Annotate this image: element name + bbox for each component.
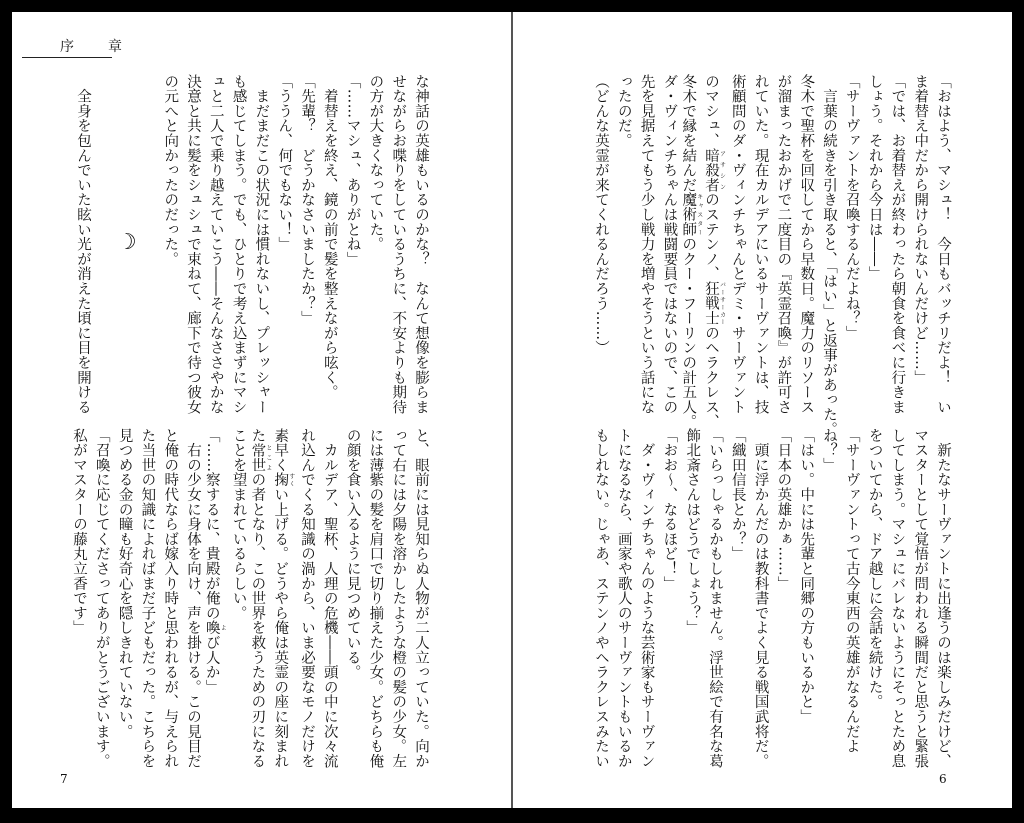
page-number-right: 6: [939, 772, 947, 786]
text-column: 素早く掬 すくい上げる。どうやら俺は英霊の座に刻まれ: [272, 428, 295, 769]
header-rule: [22, 57, 112, 58]
text-column: もしれない。じゃあ、ステンノやヘラクレスみたい: [593, 428, 609, 769]
text-column: 見つめる金の瞳も好奇心を隠しきれていない。: [116, 428, 133, 739]
ruby-text: 常世 とこよ: [249, 442, 272, 473]
text-column: ことを望まれているらしい。: [230, 428, 247, 621]
text-column: も感じてしまう。でも、ひとりで考え込まずにマシ: [230, 74, 247, 415]
text-column: 「織田信長とか？」: [729, 428, 746, 562]
left-page: [12, 12, 511, 808]
lead-text-column: 全身を包んでいた眩い光が消えた頃に目を開ける: [75, 74, 91, 415]
text-column: 私がマスターの藤丸立香です」: [71, 428, 87, 636]
text-column: 「いらっしゃるかもしれません。浮世絵で有名な葛: [707, 428, 723, 769]
text-column: カルデア、聖杯、人理の危機――頭の中に次々流: [321, 428, 338, 769]
text-column: た常世 とこよの者となり、この世界を救うための刃になる: [249, 428, 272, 769]
text-column: 「おはよう、マシュ！ 今日もバッチリだよ！ い: [935, 74, 951, 415]
text-column: ュと二人で乗り越えていこう――そんなささやかな: [207, 74, 224, 415]
text-column: のマシュ、暗殺者 アサシンのステンノ、狂戦士 バーサーカーのヘラクレス、: [703, 74, 726, 430]
text-column: 「はい。中には先輩と同郷の方もいるかと」: [798, 428, 815, 724]
right-page: [513, 12, 1012, 808]
text-column: 「日本の英雄かぁ……」: [775, 428, 792, 591]
text-column: 「召喚に応じてくださってありがとうございます。: [93, 428, 110, 769]
ruby-text: 狂戦士 バーサーカー: [703, 281, 726, 326]
text-column: 「おお～、なるほど！」: [661, 428, 678, 591]
text-column: マスターとして覚悟が問われる瞬間だと思うと緊張: [912, 428, 929, 769]
text-column: しょう。それから今日は――」: [866, 74, 883, 282]
text-column: 「では、お着替えが終わったら朝食を食べに行きま: [889, 74, 906, 415]
text-column: ダ・ヴィンチちゃんは戦闘要員ではないので、この: [661, 74, 678, 415]
text-column: 冬木で聖杯を回収してから早数日。魔力のリソース: [798, 74, 815, 415]
text-column: な神話の英雄もいるのかな？ なんて想像を膨らま: [413, 74, 429, 415]
text-column: 着替えを終え、鏡の前で髪を整えながら呟く。: [321, 74, 338, 400]
text-column: には薄紫の髪を肩口で切り揃えた少女。どちらも俺: [367, 428, 384, 769]
text-column: 決意と共に髪をシュシュで束ねて、廊下で待つ彼女: [185, 74, 201, 415]
text-column: ったのだ。: [615, 74, 632, 148]
text-column: してしまう。マシュにバレないようにそっとため息: [889, 428, 906, 769]
text-column: をついてから、ドア越しに会話を続けた。: [866, 428, 883, 710]
text-column: 新たなサーヴァントに出逢うのは楽しみだけど、: [935, 428, 951, 769]
text-column: 「……マシュ、ありがとね」: [344, 74, 361, 267]
text-column: 右の少女に身体を向け、声を掛ける。この見目だ: [185, 428, 201, 769]
text-column: ダ・ヴィンチちゃんのような芸術家もサーヴァン: [638, 428, 655, 769]
text-column: トになるなら、画家や歌人のサーヴァントもいるか: [615, 428, 632, 769]
text-column: が溜まったおかげで二度目の『英霊召喚』が許可さ: [775, 74, 792, 415]
text-column: 術顧問のダ・ヴィンチちゃんとデミ・サーヴァント: [729, 74, 746, 415]
ruby-text: 暗殺者 アサシン: [703, 148, 726, 193]
text-column: の元へと向かったのだった。: [162, 74, 179, 267]
text-column: 頭に浮かんだのは教科書でよく見る戦国武将だ。: [752, 428, 769, 769]
crescent-moon-icon: ☽: [117, 230, 137, 255]
text-column: 飾北斎さんはどうでしょう？」: [684, 428, 701, 636]
text-column: 先を見据えてもう少し戦力を増やそうという話にな: [638, 74, 655, 415]
text-column: 「ううん、何でもない！」: [276, 74, 293, 252]
text-column: ね？」: [821, 428, 837, 473]
text-column: 「サーヴァントって古今東西の英雄がなるんだよ: [843, 428, 860, 754]
text-column: と俺の時代ならば嫁入り時と思われるが、与えられ: [162, 428, 179, 769]
ruby-text: 掬 すく: [272, 472, 295, 488]
chapter-header: 序 章: [60, 39, 132, 55]
text-column: まだまだこの状況には慣れないし、プレッシャー: [253, 74, 270, 415]
page-number-left: 7: [60, 772, 68, 786]
text-column: 「……察するに、貴殿が俺の喚 よび人か」: [203, 428, 227, 695]
text-column: の方が大きくなっていた。: [367, 74, 384, 252]
text-column: せながらお喋りをしているうちに、不安よりも期待: [390, 74, 407, 415]
text-column: れ込んでくる知識の渦から、いま必要なモノだけを: [299, 428, 315, 769]
text-column: の顔を食い入るように見つめている。: [344, 428, 361, 680]
text-column: って右には夕陽を溶かしたような橙の髪の少女。左: [390, 428, 407, 769]
text-column: 言葉の続きを引き取ると、「はい」と返事があった。: [821, 74, 837, 437]
text-column: た当世の知識によればまだ子どもだった。こちらを: [139, 428, 156, 769]
text-column: れていた。現在カルデアにいるサーヴァントは、技: [752, 74, 769, 415]
ruby-text: 喚 よ: [203, 620, 227, 636]
text-column: 「先輩？ どうかなさいましたか？」: [299, 74, 315, 326]
text-column: と、眼前には見知らぬ人物が二人立っていた。向か: [413, 428, 429, 769]
ruby-text: 魔術師 キャスター: [680, 192, 703, 237]
text-column: 冬木で縁を結んだ魔術師 キャスターのクー・フーリンの計五人。: [680, 74, 703, 430]
text-column: 「サーヴァントを召喚するんだよね？」: [843, 74, 860, 341]
text-column: ま着替え中だから開けられないんだけど……」: [912, 74, 929, 385]
text-column: （どんな英霊が来てくれるんだろう……）: [593, 74, 609, 356]
